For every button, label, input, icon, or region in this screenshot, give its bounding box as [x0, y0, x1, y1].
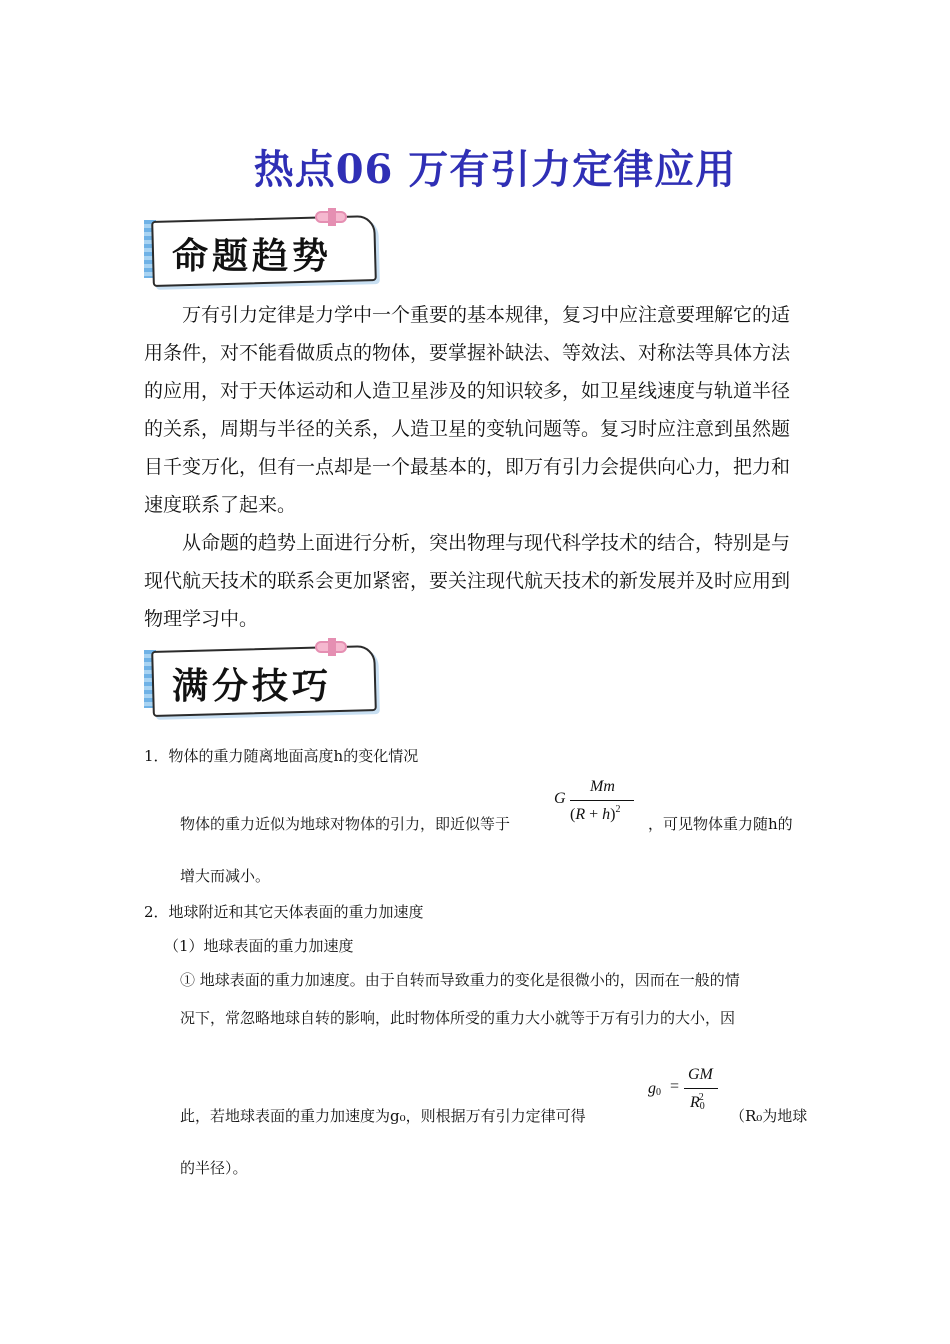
formula-denominator: $(R + h)^2$	[570, 804, 621, 823]
item1-text-a: 物体的重力近似为地球对物体的引力，即近似等于	[180, 815, 511, 833]
section-banner-trend	[144, 206, 376, 284]
formula-G: G	[554, 790, 566, 807]
item2-line-3: 此，若地球表面的重力加速度为g₀，则根据万有引力定律可得	[180, 1107, 586, 1125]
trend-paragraph-2: 从命题的趋势上面进行分析，突出物理与现代科学技术的结合，特别是与现代航天技术的联系会更加紧密，要关注现代航天技术的新发展并及时应用到物理学习中。	[144, 532, 791, 630]
paperclip-icon	[312, 206, 352, 228]
item1-text-b: ，可见物体重力随h的	[648, 815, 793, 833]
item2-line-1: ① 地球表面的重力加速度。由于自转而导致重力的变化是很微小的，因而在一般的情	[180, 971, 740, 989]
fraction-bar	[570, 800, 634, 801]
formula-g0: $g_0$	[648, 1080, 661, 1098]
item2-title: 2．地球附近和其它天体表面的重力加速度	[144, 903, 424, 921]
trend-paragraph-1: 万有引力定律是力学中一个重要的基本规律，复习中应注意要理解它的适用条件，对不能看做质点的物体，要掌握补缺法、等效法、对称法等具体方法的应用，对于天体运动和人造卫星涉及的知识较多，如卫星线速度与轨道半径的关系，周期与半径的关系，人造卫星的变轨问题等。复习时应注意到虽然题目千变万化，但有一点却是一个最基本的，即万有引力会提供向心力，把力和速度联系了起来。	[144, 304, 791, 516]
fraction-bar	[684, 1088, 718, 1089]
item2-subtitle: （1）地球表面的重力加速度	[164, 937, 354, 955]
item1-title: 1．物体的重力随离地面高度h的变化情况	[144, 747, 419, 765]
section-banner-skills	[144, 636, 376, 714]
item2-line-3-tail: （R₀为地球	[730, 1107, 808, 1125]
page-title: 热点06 万有引力定律应用	[253, 146, 737, 193]
section-heading-skills: 满分技巧	[172, 666, 333, 707]
formula2-denominator: $R_0^2$	[690, 1092, 705, 1112]
paperclip-icon	[312, 636, 352, 658]
formula-surface-gravity	[648, 1066, 728, 1122]
item1-text-c: 增大而减小。	[180, 867, 271, 885]
formula2-numerator: GM	[688, 1066, 713, 1083]
section-heading-trend: 命题趋势	[172, 236, 333, 277]
formula-equals: =	[670, 1078, 680, 1095]
formula-numerator: Mm	[590, 778, 615, 795]
formula-gravity	[554, 778, 644, 834]
item2-line-2: 况下，常忽略地球自转的影响，此时物体所受的重力大小就等于万有引力的大小，因	[180, 1009, 736, 1027]
item2-line-4: 的半径）。	[180, 1159, 248, 1177]
